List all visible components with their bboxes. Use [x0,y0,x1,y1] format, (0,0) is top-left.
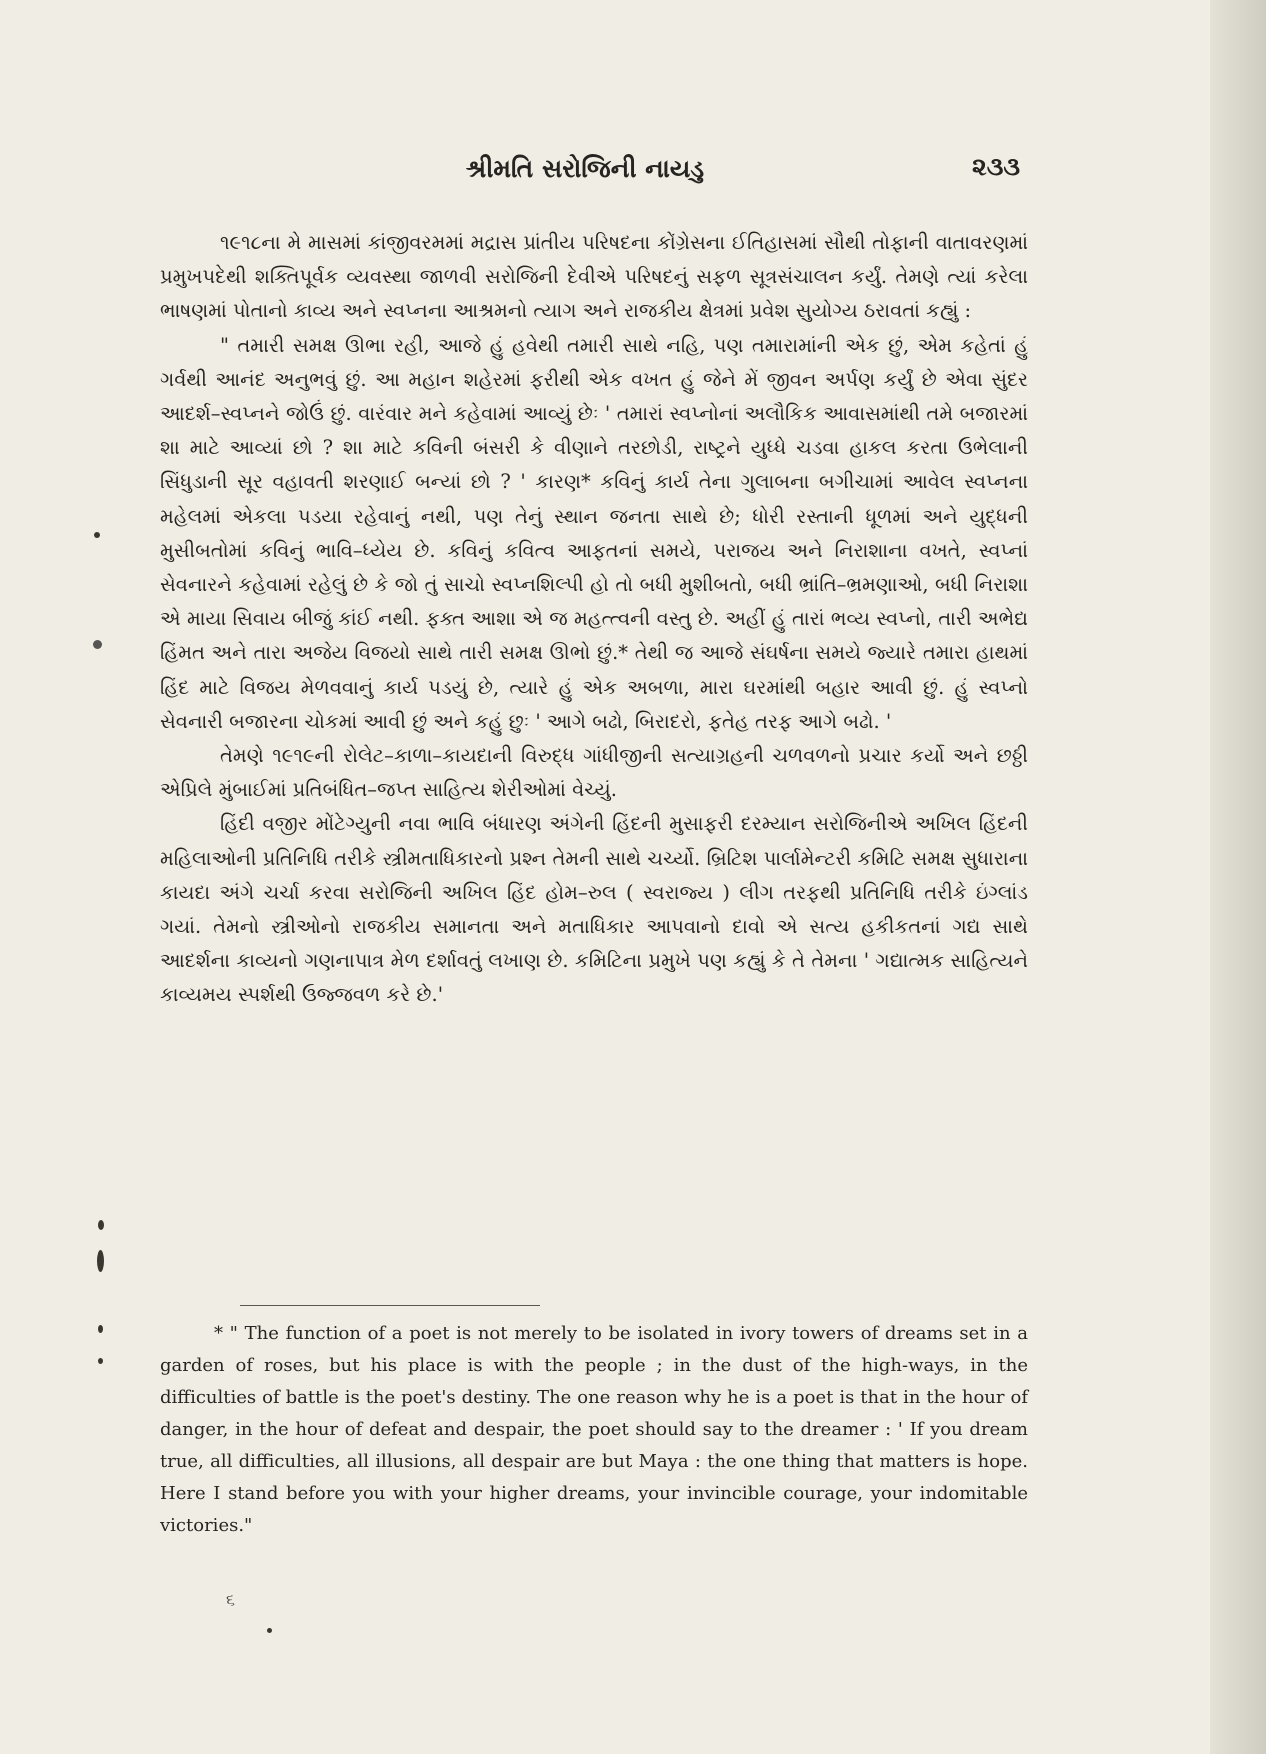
binding-speck [98,1358,103,1364]
page-speck [267,1628,272,1633]
main-text [160,226,1028,1013]
binding-speck [93,640,102,649]
paragraph: હિંદી વજીર મોંટેગ્યુની નવા ભાવિ બંધારણ અંગેની હિંદની મુસાફરી દરમ્યાન સરોજિનીએ અખિલ હિંદની મહિલાઓની પ્રતિનિધિ તરીકે સ્ત્રીમતાધિકારનો પ્રશ્ન તેમની સાથે ચર્ચ્યો. બ્રિટિશ પાર્લામેન્ટરી કમિટિ સમક્ષ સુધારાના કાયદા અંગે ચર્ચા કરવા સરોજિની અખિલ હિંદ હોમ–રુલ ( સ્વરાજ્ય ) લીગ તરફથી પ્રતિનિધિ તરીકે ઇંગ્લાંડ ગયાં. તેમનો સ્ત્રીઓનો રાજકીય સમાનતા અને મતાધિકાર આપવાનો દાવો એ સત્ય હકીકતનાં ગદ્ય સાથે આદર્શના કાવ્યનો ગણનાપાત્ર મેળ દર્શાવતું લખાણ છે. કમિટિના પ્રમુખે પણ કહ્યું કે તે તેમના ' ગદ્યાત્મક સાહિત્યને કાવ્યમય સ્પર્શથી ઉજ્જવળ કરે છે.' [160,812,1028,1007]
page-header [150,150,1020,190]
running-title: શ્રીમતિ સરોજિની નાયડુ [465,154,705,183]
paragraph: " તમારી સમક્ષ ઊભા રહી, આજે હું હવેથી તમારી સાથે નહિ, પણ તમારામાંની એક છું, એમ કહેતાં હું ગર્વથી આનંદ અનુભવું છું. આ મહાન શહેરમાં ફરીથી એક વખત હું જેને મેં જીવન અર્પણ કર્યું છે એવા સુંદર આદર્શ–સ્વપ્નને જોઉં છું. વારંવાર મને કહેવામાં આવ્યું છેઃ ' તમારાં સ્વપ્નોનાં અલૌકિક આવાસમાંથી તમે બજારમાં શા માટે આવ્યાં છો ? શા માટે કવિની બંસરી કે વીણાને તરછોડી, રાષ્ટ્રને યુધ્ધે ચડવા હાકલ કરતા ઉભેલાની સિંધુડાની સૂર વહાવતી શરણાઈ બન્યાં છો ? ' કારણ* કવિનું કાર્ય તેના ગુલાબના બગીચામાં આવેલ સ્વપ્નના મહેલમાં એકલા પડયા રહેવાનું નથી, પણ તેનું સ્થાન જનતા સાથે છે; ધોરી રસ્તાની ધૂળમાં અને યુદ્ધની મુસીબતોમાં કવિનું ભાવિ–ધ્યેય છે. કવિનું કવિત્વ આફતનાં સમયે, પરાજય અને નિરાશાના વખતે, સ્વપ્નાં સેવનારને કહેવામાં રહેલું છે કે જો તું સાચો સ્વપ્નશિલ્પી હો તો બધી મુશીબતો, બધી ભ્રાંતિ–ભ્રમણાઓ, બધી નિરાશા એ માયા સિવાય બીજું કાંઈ નથી. ફક્ત આશા એ જ મહત્ત્વની વસ્તુ છે. અહીં હું તારાં ભવ્ય સ્વપ્નો, તારી અભેદ્ય હિંમત અને તારા અજેય વિજયો સાથે તારી સમક્ષ ઊભો છું.* તેથી જ આજે સંઘર્ષના સમયે જ્યારે તમારા હાથમાં હિંદ માટે વિજય મેળવવાનું કાર્ય પડયું છે, ત્યારે હું એક અબળા, મારા ઘરમાંથી બહાર આવી છું. હું સ્વપ્નો સેવનારી બજારના ચોકમાં આવી છું અને કહું છુઃ ' આગે બઢો, બિરાદરો, ફતેહ તરફ આગે બઢો. ' [160,333,1028,733]
binding-speck [98,1325,103,1333]
signature-mark: ૬ [226,1590,235,1609]
binding-speck [94,532,100,538]
footnote [160,1318,1028,1542]
binding-speck [98,1220,104,1230]
footnote-text: * " The function of a poet is not merely to be isolated in ivory towers of dreams set in a garden of roses, but his place is with the people ; in the dust of the high-ways, in the difficulties of battle is the poet's destiny. The one reason why he is a poet is that in the hour of danger, in the hour of defeat and despair, the poet should say to the dreamer : ' If you dream true, all difficulties, all illusions, all despair are but Maya : the one thing that matters is hope. Here I stand before you with your higher dreams, your invincible courage, your indomitable victories." [160,1323,1028,1536]
page-number: ૨૩૩ [972,152,1020,181]
paragraph: તેમણે ૧૯૧૯ની રોલેટ–કાળા–કાયદાની વિરુદ્ધ ગાંધીજીની સત્યાગ્રહની ચળવળનો પ્રચાર કર્યો અને છઠ્ઠી એપ્રિલે મુંબાઈમાં પ્રતિબંધિત–જપ્ત સાહિત્ય શેરીઓમાં વેચ્યું. [160,744,1028,802]
page-edge-shadow [1210,0,1266,1754]
binding-speck [97,1250,104,1272]
footnote-separator [240,1305,540,1306]
paragraph: ૧૯૧૮ના મે માસમાં કાંજીવરમમાં મદ્રાસ પ્રાંતીય પરિષદના કોંગ્રેસના ઈતિહાસમાં સૌથી તોફાની વાતાવરણમાં પ્રમુખપદેથી શક્તિપૂર્વક વ્યવસ્થા જાળવી સરોજિની દેવીએ પરિષદનું સફળ સૂત્રસંચાલન કર્યું. તેમણે ત્યાં કરેલા ભાષણમાં પોતાનો કાવ્ય અને સ્વપ્નના આશ્રમનો ત્યાગ અને રાજકીય ક્ષેત્રમાં પ્રવેશ સુયોગ્ય ઠરાવતાં કહ્યું : [160,231,1028,323]
